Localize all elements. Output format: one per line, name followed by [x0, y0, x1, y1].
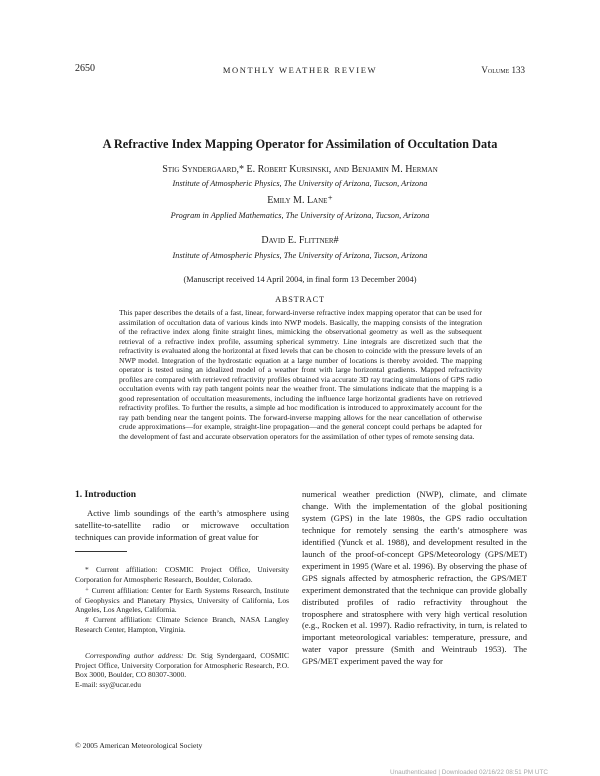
correspondence-address: Dr. Stig Syndergaard, COSMIC Project Office, University Corporation for Atmospheric Research, P.O. Box 3000, Boulder, CO 80307-3000. — [75, 651, 289, 680]
article-title: A Refractive Index Mapping Operator for Assimilation of Occultation Data — [102, 137, 498, 151]
author-line-2: Emily M. Lane⁺ — [267, 195, 333, 206]
footnote-2: ⁺ Current affiliation: Center for Earth Systems Research, Institute of Geophysics and Planetary Physics, University of California, Los Angeles, Los Angeles, California. — [75, 586, 289, 615]
volume-label: Volume 133 — [481, 65, 525, 75]
correspondence-label: Corresponding author address: — [85, 651, 184, 660]
manuscript-dates: (Manuscript received 14 April 2004, in final form 13 December 2004) — [183, 275, 417, 284]
footnote-3: # Current affiliation: Climate Science Branch, NASA Langley Research Center, Hampton, Virginia. — [75, 615, 289, 634]
download-watermark: Unauthenticated | Downloaded 02/16/22 08:51 PM UTC — [390, 769, 548, 776]
abstract-heading: ABSTRACT — [275, 295, 325, 304]
affiliation-line-3: Institute of Atmospheric Physics, The University of Arizona, Tucson, Arizona — [172, 251, 428, 260]
footnote-1: * Current affiliation: COSMIC Project Office, University Corporation for Atmospheric Research, Boulder, Colorado. — [75, 565, 289, 584]
correspondence-email[interactable]: E-mail: ssy@ucar.edu — [75, 680, 142, 690]
affiliation-line-1: Institute of Atmospheric Physics, The University of Arizona, Tucson, Arizona — [172, 179, 428, 188]
section-heading: 1. Introduction — [75, 490, 137, 500]
author-line-1: Stig Syndergaard,* E. Robert Kursinski, and Benjamin M. Herman — [162, 164, 438, 175]
affiliation-line-2: Program in Applied Mathematics, The University of Arizona, Tucson, Arizona — [170, 211, 430, 220]
footnote-divider — [75, 551, 127, 552]
intro-paragraph-left: Active limb soundings of the earth’s atmosphere using satellite-to-satellite radio or microwave occultation techniques can provide information of great value for — [75, 508, 289, 543]
author-line-3: David E. Flittner# — [261, 235, 339, 246]
intro-paragraph-right: numerical weather prediction (NWP), climate, and climate change. With the implementation of the global positioning system (GPS) in the late 1980s, the GPS radio occultation technique for remotely sensing the earth’s atmosphere was identified (Yunck et al. 1988), and development resulted in the launch of the proof-of-concept GPS/Meteorology (GPS/MET) experiment in 1995 (Ware et al. 1996). By observing the phase of GPS signals affected by atmospheric refraction, the GPS/MET experiment demonstrated that the technique can provide globally distributed profiles of radio refractivity throughout the troposphere and stratosphere with very high vertical resolution (e.g., Rocken et al. 1997). Radio refractivity, in turn, is related to important meteorological variables: temperature, pressure, and water vapor pressure (Smith and Weintraub 1953). The GPS/MET experiment paved the way for — [302, 489, 527, 667]
copyright-notice: © 2005 American Meteorological Society — [75, 741, 203, 750]
abstract-text: This paper describes the details of a fast, linear, forward-inverse refractive index mapping operator that can be used for assimilation of occultation data of various kinds into NWP models. Basically, the mapping consists of the integration of the refractive index along finite straight lines, mimicking the observational geometry as well as the subsequent retrieval of a refractive index profile, assuming spherical symmetry. Line integrals are discretized such that the refractivity is evaluated along the horizontal at fixed levels that can be chosen to coincide with the pressure levels of an NWP model. Integration of the hydrostatic equation at a large number of locations is thereby avoided. The mapping operator is tested using an idealized model of a weather front with large horizontal gradients. Mapped refractivity profiles are compared with retrieved refractivity profiles obtained via accurate 3D ray tracing simulations of GPS radio occultation events with ray path tangent points near the weather front. The simulations indicate that the mapping is a good representation of occultation measurements, including the influence large horizontal gradients have on retrieved refractivity profiles. To further the results, a simple ad hoc modification is introduced to approximately account for the ray path bending near the tangent points. The forward-inverse mapping allows for the near cancellation of otherwise crude approximations—for example, straight-line propagation—and the general concept could perhaps be adapted for the development of fast and accurate observation operators for the assimilation of other types of remote sensing data. — [119, 308, 482, 441]
correspondence-note — [75, 651, 289, 690]
journal-name: MONTHLY WEATHER REVIEW — [222, 65, 378, 75]
page-number: 2650 — [75, 63, 95, 74]
